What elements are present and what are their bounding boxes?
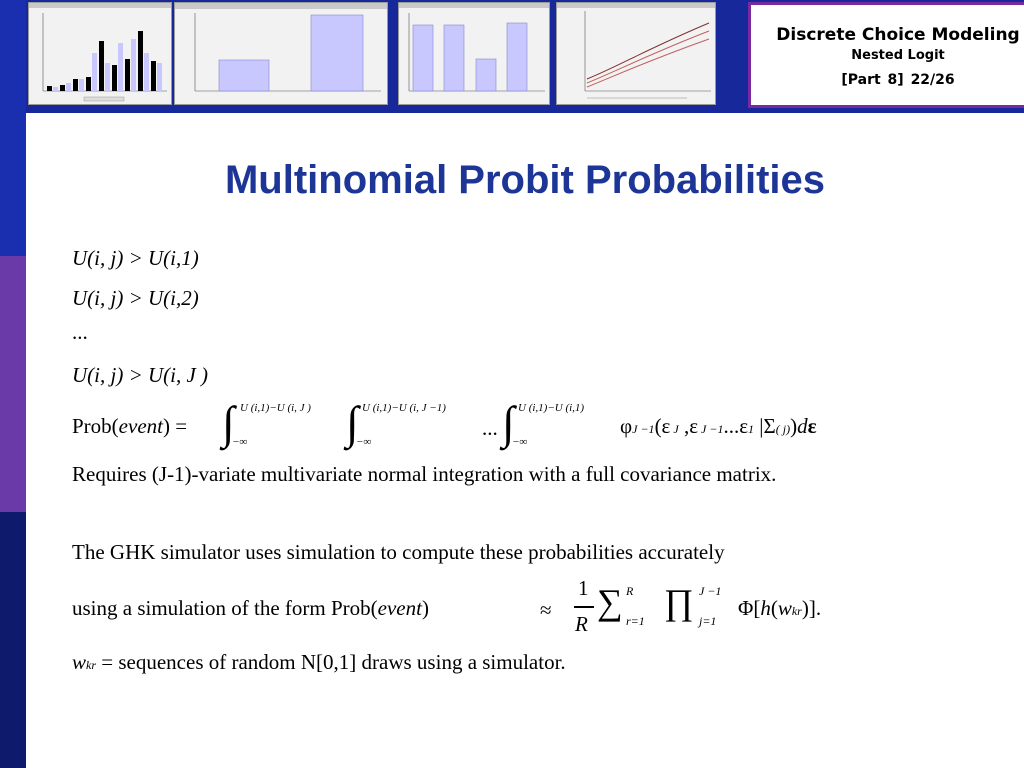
prob-close-equals: ) = — [162, 414, 188, 438]
wkr-definition-text: = sequences of random N[0,1] draws using a simulator. — [101, 650, 566, 674]
integral-2-lower-limit: −∞ — [356, 436, 372, 448]
integral-1-lower-limit: −∞ — [232, 436, 248, 448]
ghk-description-line2: using a simulation of the form Prob(event) — [72, 596, 429, 620]
course-part-page — [751, 72, 1024, 88]
fraction-denominator: R — [575, 612, 588, 636]
wkr-definition: wkr = sequences of random N[0,1] draws using a simulator. — [72, 650, 566, 674]
integral-sign-1: ∫ — [222, 397, 235, 448]
integral-1-upper-limit: U (i,1)−U (i, J ) — [240, 402, 311, 414]
summation-sign: ∑ — [597, 582, 623, 622]
summation-lower-limit: r=1 — [626, 614, 645, 628]
header-thumbnail-line-plot — [556, 2, 716, 105]
requires-text: Requires (J-1)-variate multivariate normal integration with a full covariance matrix. — [72, 462, 777, 486]
prob-event-lhs — [72, 414, 187, 439]
prob-event-word: event — [118, 414, 163, 438]
header-thumbnail-two-bar-chart — [174, 2, 388, 105]
utility-condition-1: U(i, j) > U(i,1) — [72, 246, 199, 270]
ghk-description-line1: The GHK simulator uses simulation to compute these probabilities accurately — [72, 540, 725, 564]
page-number: 22/26 — [910, 72, 955, 88]
part-label: [Part 8] — [841, 72, 904, 88]
sidebar-segment-top — [0, 0, 26, 256]
product-sign: ∏ — [664, 582, 694, 622]
course-title: Discrete Choice Modeling — [776, 25, 1020, 45]
integral-ellipsis: ... — [482, 416, 498, 440]
approx-sign: ≈ — [540, 598, 552, 622]
summation-upper-limit: R — [626, 584, 634, 598]
sidebar-segment-bottom — [0, 512, 26, 768]
course-topic: Nested Logit — [851, 48, 945, 63]
integral-sign-3: ∫ — [502, 397, 515, 448]
prob-label: Prob( — [72, 414, 119, 438]
sidebar-segment-middle — [0, 256, 26, 512]
integral-3-upper-limit: U (i,1)−U (i,1) — [518, 402, 585, 414]
fraction-bar — [574, 606, 594, 608]
product-upper-limit: J −1 — [699, 584, 722, 598]
integral-sign-2: ∫ — [346, 397, 359, 448]
integral-3-lower-limit: −∞ — [512, 436, 528, 448]
left-sidebar-stripe — [0, 0, 26, 768]
header-band — [26, 0, 1024, 113]
header-thumbnail-four-bar-chart — [398, 2, 550, 105]
course-badge — [748, 2, 1024, 108]
utility-condition-J: U(i, j) > U(i, J ) — [72, 363, 209, 387]
header-thumbnail-bar-histogram — [28, 2, 172, 105]
slide-title: Multinomial Probit Probabilities — [224, 158, 826, 202]
product-lower-limit: j=1 — [699, 614, 717, 628]
phi-h-w-expression: Φ[h(wkr)]. — [738, 596, 822, 620]
utility-condition-2: U(i, j) > U(i,2) — [72, 286, 199, 310]
density-phi-expression: φJ −1(ε J ,ε J −1...ε1 |Σ( j))dε — [620, 414, 817, 438]
utility-condition-ellipsis: ... — [72, 320, 88, 344]
ghk-prob-label: Prob( — [330, 596, 378, 620]
integral-2-upper-limit: U (i,1)−U (i, J −1) — [362, 402, 446, 414]
ghk-line2-prefix: using a simulation of the form — [72, 596, 326, 620]
ghk-event-word: event — [377, 596, 422, 620]
fraction-numerator: 1 — [578, 576, 589, 600]
